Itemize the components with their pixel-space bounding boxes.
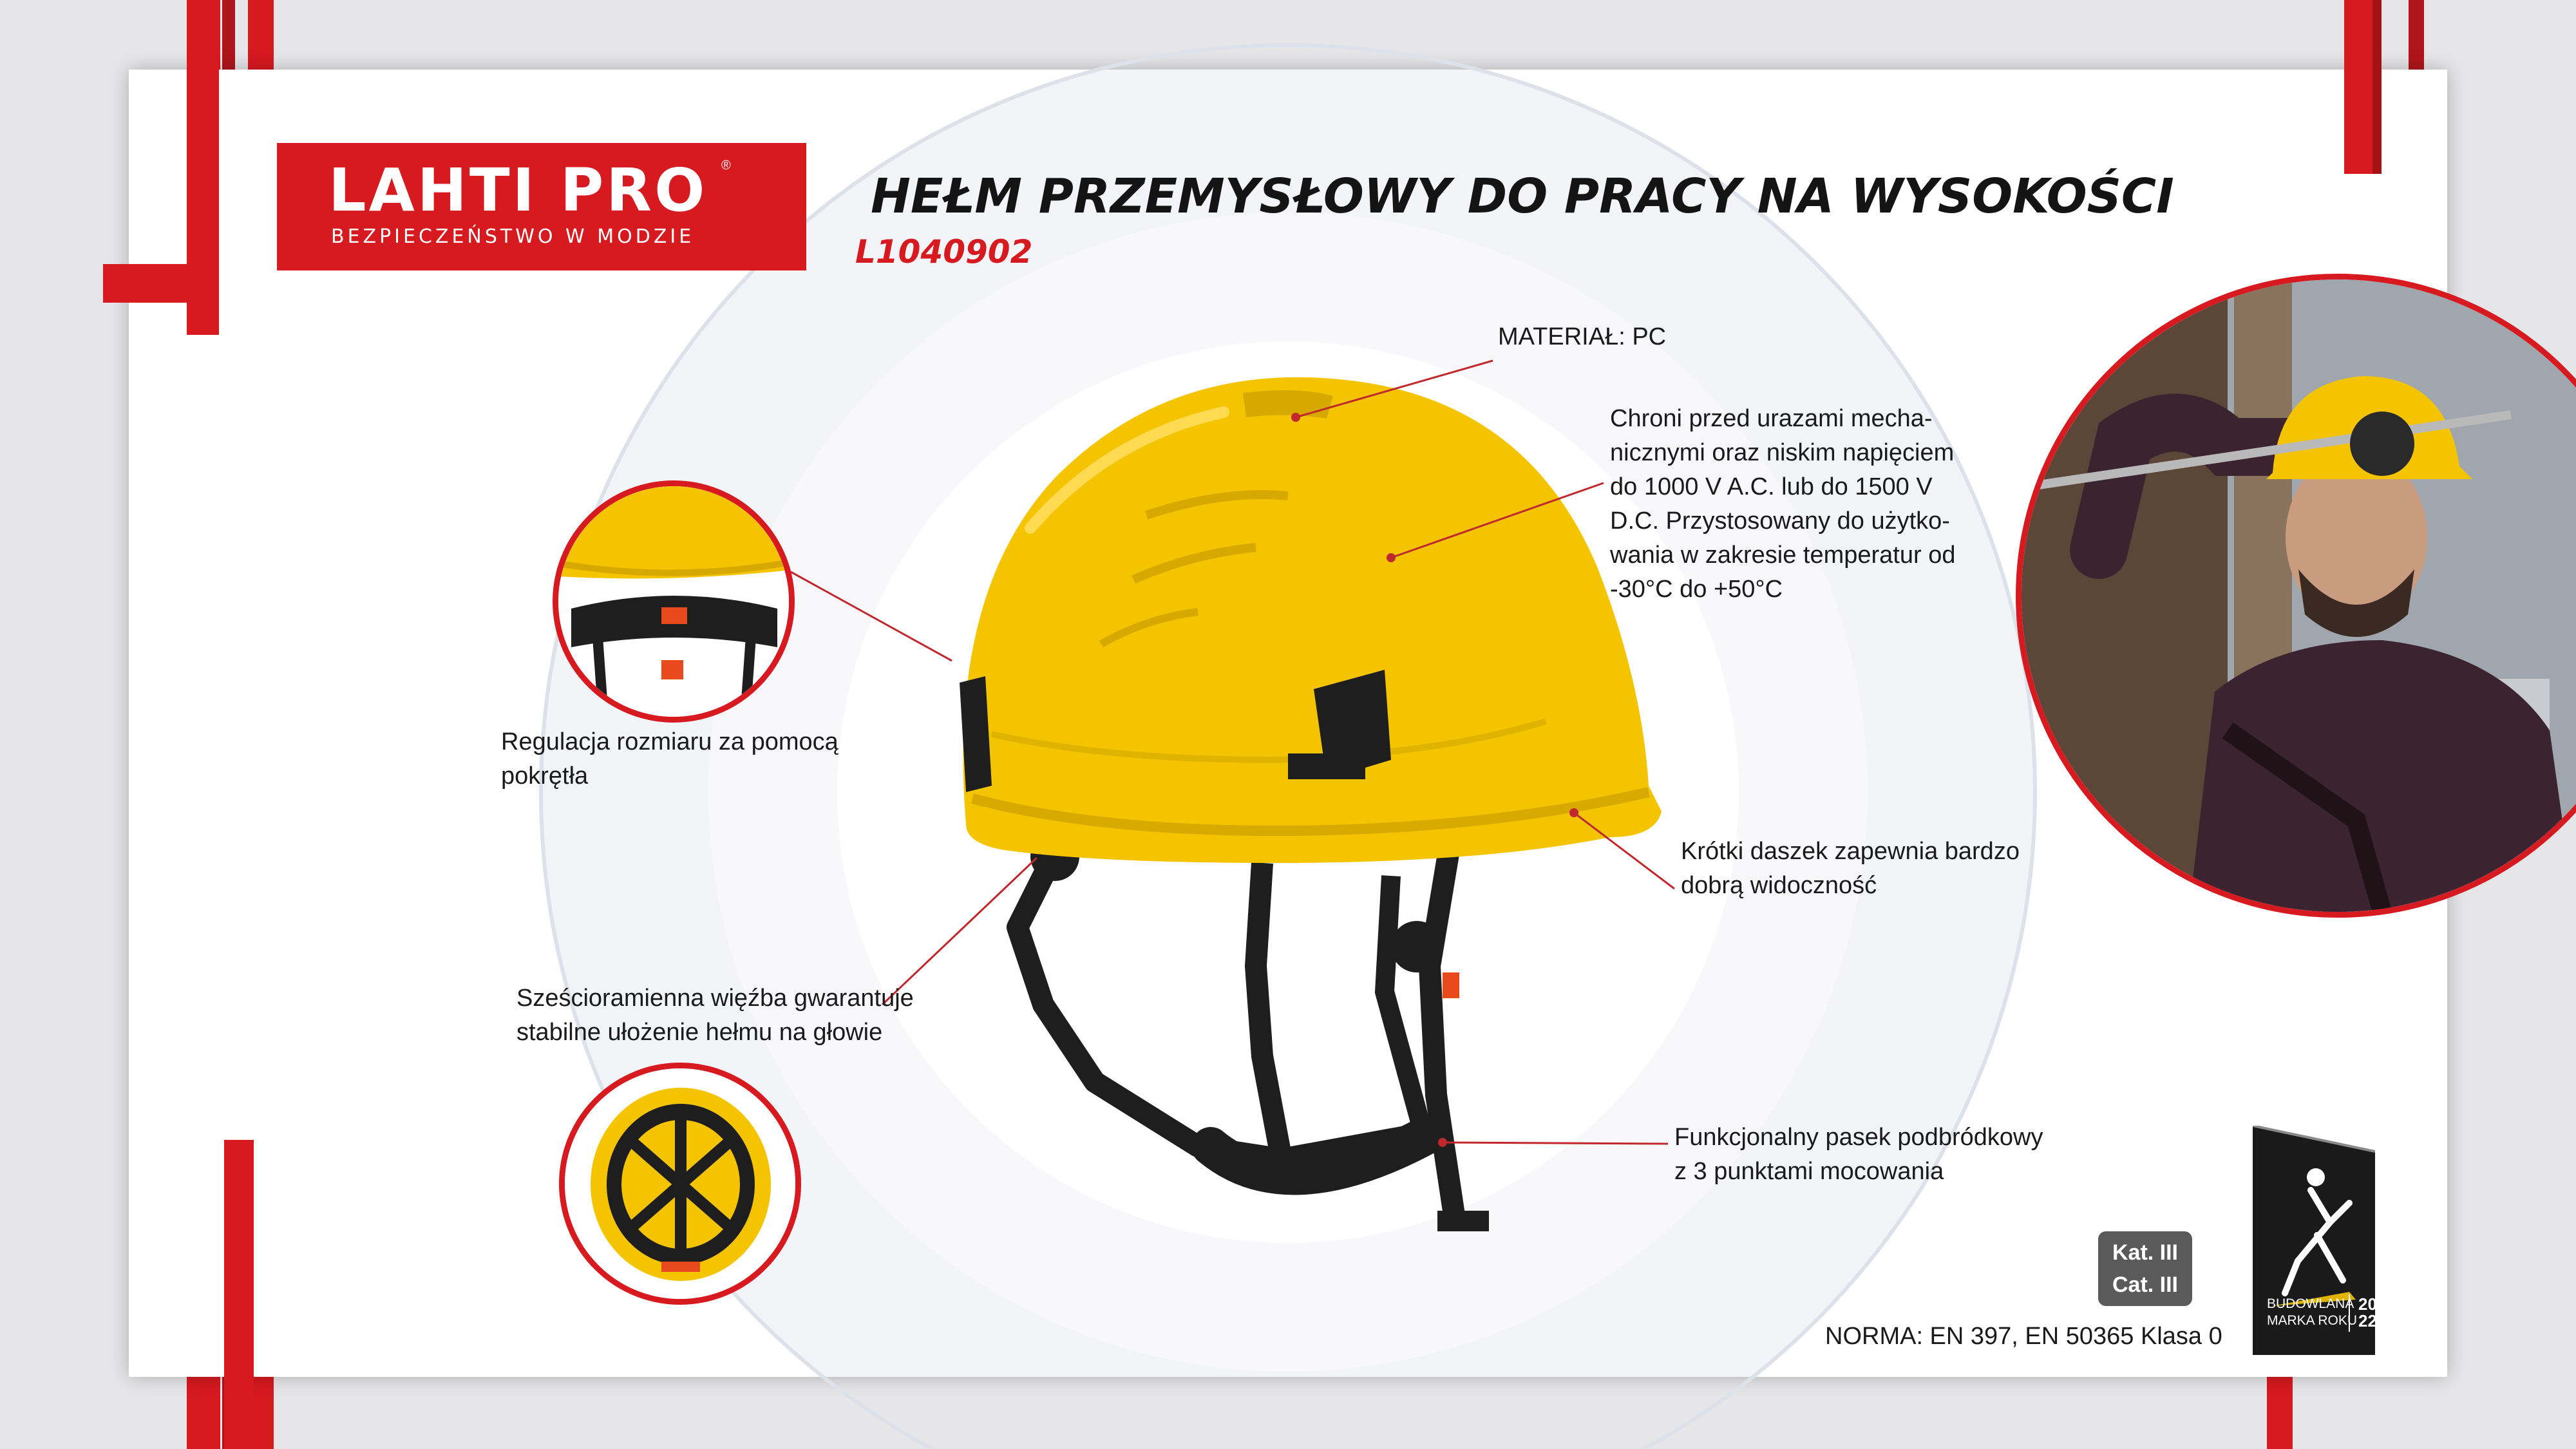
category-badge: [2098, 1231, 2192, 1306]
callout-line: D.C. Przystosowany do użytko-: [1610, 507, 1950, 535]
norm-text: NORMA: EN 397, EN 50365 Klasa 0: [1825, 1323, 2222, 1350]
callout-line: Chroni przed urazami mecha-: [1610, 405, 1933, 432]
category-pl: Kat. III: [2112, 1240, 2179, 1265]
visor-callout: [1681, 835, 2020, 903]
suspension-inset: [559, 1063, 801, 1305]
callout-line: dobrą widoczność: [1681, 872, 1877, 899]
dial-illustration: [558, 486, 790, 718]
callout-line: nicznymi oraz niskim napięciem: [1610, 439, 1955, 466]
chin-strap-callout: [1674, 1121, 2043, 1189]
protection-callout: [1610, 402, 1955, 607]
callout-line: Sześcioramienna więźba gwarantuje: [516, 985, 914, 1012]
product-code: L1040902: [855, 233, 1033, 270]
callout-line: stabilne ułożenie hełmu na głowie: [516, 1019, 883, 1046]
category-en: Cat. III: [2112, 1273, 2179, 1297]
callout-line: pokrętła: [501, 762, 589, 790]
callout-line: Funkcjonalny pasek podbródkowy: [1674, 1124, 2043, 1151]
product-title: HEŁM PRZEMYSŁOWY DO PRACY NA WYSOKOŚCI: [871, 169, 2174, 224]
size-adjust-inset: [553, 480, 795, 723]
suspension-callout: [516, 981, 914, 1050]
award-label: [2267, 1296, 2357, 1329]
registered-mark: ®: [721, 158, 731, 173]
worker-illustration: [2022, 279, 2576, 912]
award-line2: MARKA ROKU: [2267, 1313, 2358, 1328]
brand-name: LAHTI PRO: [328, 156, 708, 225]
callout-line: Krótki daszek zapewnia bardzo: [1681, 838, 2020, 865]
callout-line: z 3 punktami mocowania: [1674, 1158, 1944, 1185]
suspension-illustration: [565, 1068, 797, 1300]
material-callout: MATERIAŁ: PC: [1498, 323, 1667, 350]
award-year: [2358, 1296, 2377, 1329]
award-line1: BUDOWLANA: [2267, 1296, 2354, 1311]
callout-line: -30°C do +50°C: [1610, 576, 1783, 603]
callout-line: do 1000 V A.C. lub do 1500 V: [1610, 473, 1933, 500]
callout-line: wania w zakresie temperatur od: [1610, 542, 1956, 569]
callout-line: Regulacja rozmiaru za pomocą: [501, 728, 838, 755]
brand-slogan: BEZPIECZEŃSTWO W MODZIE: [331, 225, 695, 248]
size-adjust-callout: [501, 725, 838, 793]
award-year-top: 20: [2358, 1294, 2377, 1314]
award-year-bottom: 22: [2358, 1311, 2377, 1331]
